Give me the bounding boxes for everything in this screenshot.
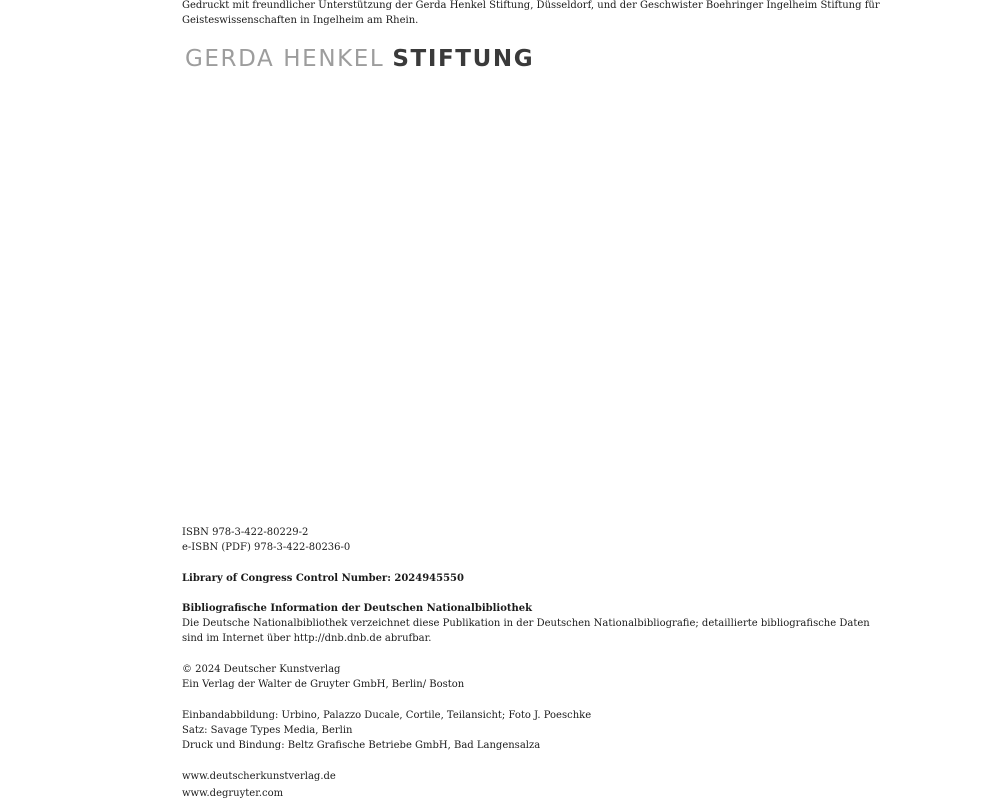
- sponsor-note-line-1: Gedruckt mit freundlicher Unterstützung der Gerda Henkel Stiftung, Düsseldorf, und der Geschwister Boehringer Ingelheim Stiftung für: [182, 0, 880, 11]
- typesetting-credit: Satz: Savage Types Media, Berlin: [182, 725, 353, 737]
- sponsor-note-line-2: Geisteswissenschaften in Ingelheim am Rhein.: [182, 15, 419, 27]
- dnb-block: [182, 601, 870, 647]
- copyright-line-2: Ein Verlag der Walter de Gruyter GmbH, Berlin/ Boston: [182, 679, 465, 691]
- website-publisher: www.deutscherkunstverlag.de: [182, 771, 336, 782]
- dnb-line-1: Die Deutsche Nationalbibliothek verzeichnet diese Publikation in der Deutschen Nationalbibliografie; detaillierte bibliografische Daten: [182, 618, 870, 630]
- gerda-henkel-stiftung-logo: [185, 45, 534, 73]
- library-of-congress-block: [182, 571, 818, 586]
- isbn-ebook: e-ISBN (PDF) 978-3-422-80236-0: [182, 542, 351, 554]
- websites-block: [182, 768, 818, 802]
- logo-word: STIFTUNG: [392, 46, 535, 72]
- cover-credit: Einbandabbildung: Urbino, Palazzo Ducale, Cortile, Teilansicht; Foto J. Poeschke: [182, 710, 592, 721]
- isbn-block: [182, 525, 818, 555]
- logo-name: GERDA HENKEL: [185, 46, 385, 72]
- dnb-line-2: sind im Internet über http://dnb.dnb.de abrufbar.: [182, 633, 432, 645]
- copyright-line-1: © 2024 Deutscher Kunstverlag: [182, 664, 341, 675]
- sponsor-note: [182, 0, 880, 28]
- copyright-block: [182, 662, 818, 692]
- credits-block: [182, 708, 818, 754]
- dnb-heading: Bibliografische Information der Deutschen Nationalbibliothek: [182, 603, 533, 614]
- website-degruyter: www.degruyter.com: [182, 788, 284, 799]
- loc-control-number: Library of Congress Control Number: 2024945550: [182, 573, 464, 584]
- isbn-print: ISBN 978-3-422-80229-2: [182, 527, 309, 538]
- printing-credit: Druck und Bindung: Beltz Grafische Betriebe GmbH, Bad Langensalza: [182, 740, 541, 752]
